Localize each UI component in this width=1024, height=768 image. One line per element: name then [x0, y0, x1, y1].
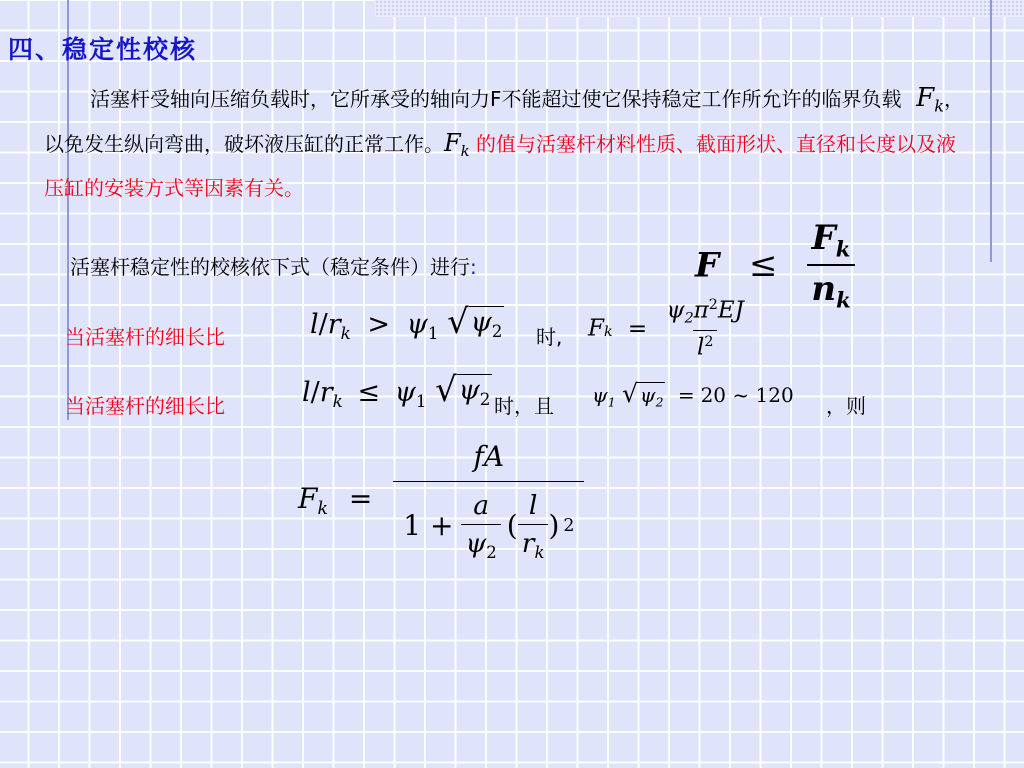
- stability-formula: F ≤ $\frac{F_k}{n_k}$: [695, 218, 855, 313]
- paragraph-part-2: ，以免发生纵向弯曲，破坏液压缸的正常工作。: [44, 87, 964, 156]
- case1-label: 当活塞杆的细长比: [65, 325, 225, 349]
- case2-then: ，则: [826, 394, 866, 418]
- case2-slenderness: $l/r_k \le \psi_1$ √ $\psi_2$: [302, 370, 491, 411]
- intro-paragraph: [44, 80, 964, 207]
- case2-label: 当活塞杆的细长比: [65, 394, 225, 418]
- paragraph-part-3: 的值与活塞杆材料性质、截面形状、直径和长度以及液压缸的安装方式等因素有关。: [44, 131, 957, 200]
- right-rule: [990, 0, 992, 262]
- range-condition: $\psi_1$ √ $\psi_2$ = 20 ~ 120: [592, 379, 794, 410]
- decorative-band: [375, 0, 1024, 17]
- euler-formula: Fk = $\frac{\psi_2\pi^2EJ}{l^2}$: [588, 297, 744, 361]
- rankine-formula: $F_k$ = fA 1 + $\frac{a}{\psi_2}$ ( $\frac{l}{r_k}$ ) 2: [298, 440, 584, 562]
- stability-condition-text: 活塞杆稳定性的校核依下式（稳定条件）进行:: [70, 255, 477, 279]
- case1-when: 时,: [536, 325, 563, 349]
- fk-symbol: $F_k$: [916, 83, 944, 116]
- paragraph-part-1: 活塞杆受轴向压缩负载时，它所承受的轴向力F不能超过使它保持稳定工作所允许的临界负载: [90, 87, 902, 111]
- fk-symbol-2: $F_k$: [444, 128, 470, 160]
- section-heading: 四、稳定性校核: [8, 35, 198, 64]
- case2-when: 时，且: [494, 394, 554, 418]
- case1-slenderness: $l/r_k > \psi_1$ √ $\psi_2$: [310, 302, 503, 343]
